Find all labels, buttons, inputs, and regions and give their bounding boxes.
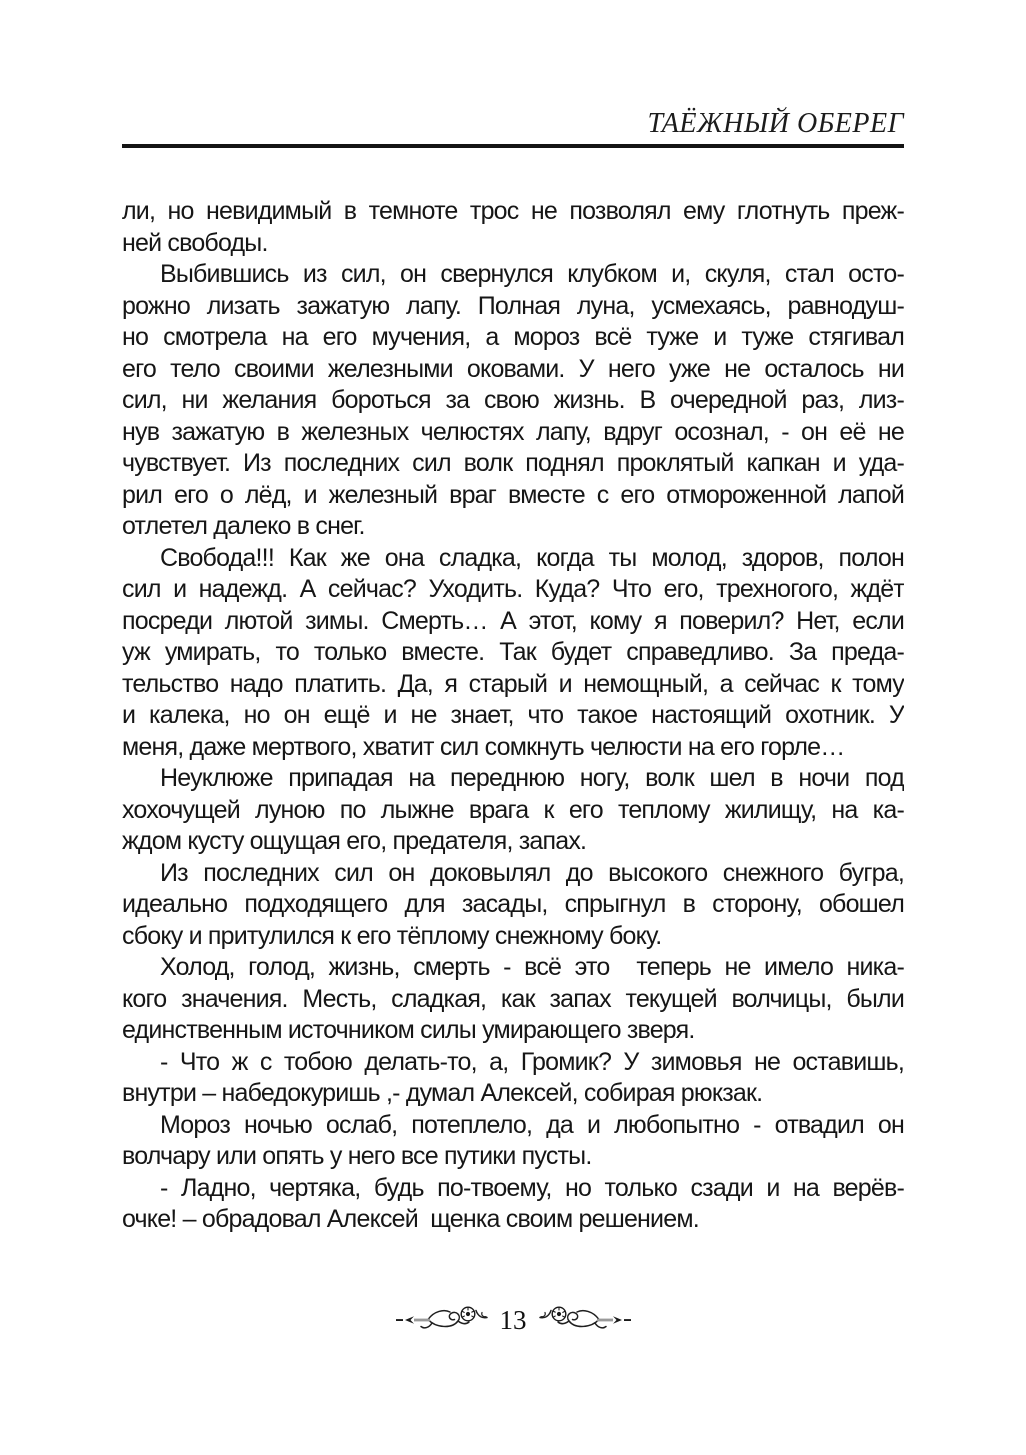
text-line: Неуклюже припадая на переднюю ногу, волк шел в ночи под [160,764,904,792]
floral-flourish-left-icon [396,1302,488,1338]
paragraph [122,196,904,259]
text-line: Из последних сил он доковылял до высокого снежного бугра, [160,858,904,887]
text-line: - Что ж с тобою делать-то, а, Громик? У зимовья не оставишь, [160,1047,904,1076]
text-line: хохочущей луною по лыжне врага к его теплому жилищу, на ка- [122,795,904,824]
text-line: отлетел далеко в снег. [122,512,365,540]
text-line: его тело своими железными оковами. У него уже не осталось ни [122,354,904,383]
paragraph [122,763,904,858]
text-line: но смотрела на его мучения, а мороз всё туже и туже стягивал [122,323,904,351]
text-line: рожно лизать зажатую лапу. Полная луна, усмехаясь, равнодуш- [122,291,904,320]
text-line: Свобода!!! Как же она сладка, когда ты молод, здоров, полон [160,543,904,572]
paragraph [122,858,904,953]
text-line: Холод, голод, жизнь, смерть - всё это теперь не имело ника- [160,953,904,981]
text-line: кого значения. Месть, сладкая, как запах текущей волчицы, были [122,984,904,1013]
paragraph [122,259,904,543]
floral-flourish-right-icon [539,1302,631,1338]
text-line: идеально подходящего для засады, спрыгнул в сторону, обошел [122,890,904,918]
text-line: сбоку и притулился к его тёплому снежному боку. [122,921,662,950]
text-line: чувствует. Из последних сил волк поднял проклятый капкан и уда- [122,449,904,477]
text-line: меня, даже мертвого, хватит сил сомкнуть челюсти на его горле… [122,732,845,761]
paragraph [122,1110,904,1173]
text-line: сил, ни желания бороться за свою жизнь. В очередной раз, лиз- [122,386,904,414]
text-line: сил и надежд. А сейчас? Уходить. Куда? Что его, трехногого, ждёт [122,575,904,603]
body-text [122,196,904,1236]
text-line: нув зажатую в железных челюстях лапу, вдруг осознал, - он её не [122,417,904,446]
text-line: очке! – обрадовал Алексей щенка своим решением. [122,1205,699,1233]
paragraph [122,1173,904,1236]
text-line: и калека, но он ещё и не знает, что такое настоящий охотник. У [122,701,904,729]
text-line: единственным источником силы умирающего зверя. [122,1016,695,1044]
text-line: тельство надо платить. Да, я старый и немощный, а сейчас к тому [122,669,904,698]
text-line: внутри – набедокуришь ,- думал Алексей, собирая рюкзак. [122,1079,763,1107]
paragraph [122,1047,904,1110]
text-line: уж умирать, то только вместе. Так будет справедливо. За преда- [122,638,904,666]
paragraph [122,543,904,764]
text-line: - Ладно, чертяка, будь по-твоему, но только сзади и на верёв- [160,1173,904,1202]
page-footer [0,1300,1026,1340]
page-number: 13 [499,1305,527,1335]
text-line: рил его о лёд, и железный враг вместе с его отмороженной лапой [122,480,904,509]
text-line: ждом кусту ощущая его, предателя, запах. [122,827,587,855]
text-line: Мороз ночью ослаб, потеплело, да и любопытно - отвадил он [160,1110,904,1139]
text-line: посреди лютой зимы. Смерть… А этот, кому я поверил? Нет, если [122,606,904,635]
text-line: ней свободы. [122,228,268,257]
book-title: ТАЁЖНЫЙ ОБЕРЕГ [647,108,904,139]
running-header [122,108,904,140]
paragraph [122,952,904,1047]
header-rule [122,144,904,148]
text-line: Выбившись из сил, он свернулся клубком и, скуля, стал осто- [160,260,904,288]
text-line: ли, но невидимый в темноте трос не позволял ему глотнуть преж- [122,197,904,225]
text-line: волчару или опять у него все путики пусты. [122,1142,592,1170]
